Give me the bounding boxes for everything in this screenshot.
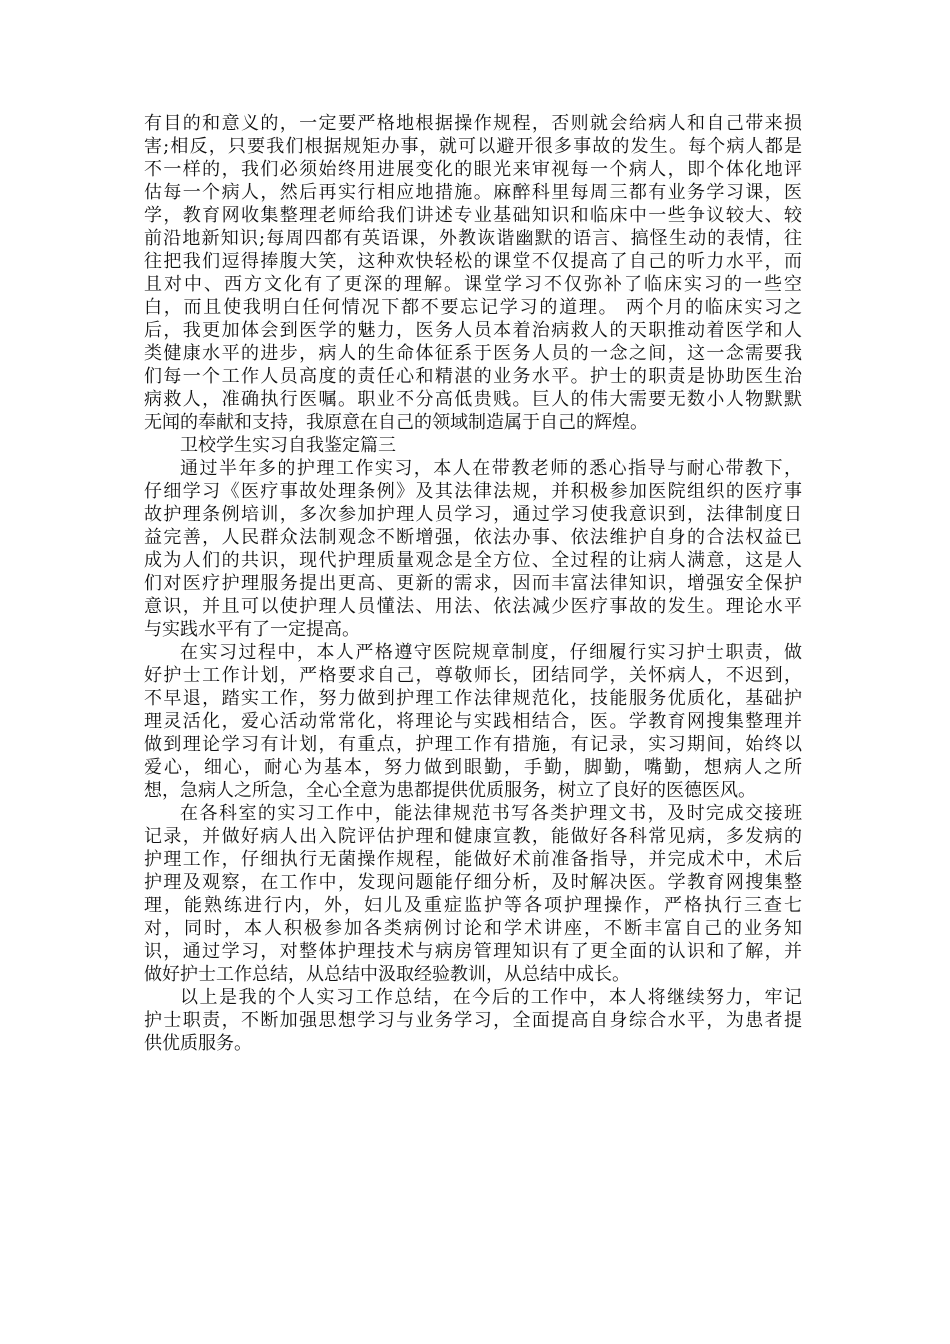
text-line: 想，急病人之所急，全心全意为患都提供优质服务，树立了良好的医德医风。 xyxy=(144,780,756,801)
text-line: 在实习过程中，本人严格遵守医院规章制度，仔细履行实习护士职责，做 xyxy=(180,642,802,663)
text-line: 护理工作，仔细执行无菌操作规程，能做好术前准备指导，并完成术中，术后 xyxy=(144,849,802,870)
text-line: 对，同时，本人积极参加各类病例讨论和学术讲座，不断丰富自己的业务知 xyxy=(144,918,802,939)
text-line: 成为人们的共识，现代护理质量观念是全方位、全过程的让病人满意，这是人 xyxy=(144,550,802,571)
text-line: 做好护士工作总结，从总结中汲取经验教训，从总结中成长。 xyxy=(144,964,630,985)
text-line: 无闻的奉献和支持，我原意在自己的领域制造属于自己的辉煌。 xyxy=(144,412,648,433)
text-line: 护士职责，不断加强思想学习与业务学习，全面提高自身综合水平，为患者提 xyxy=(144,1010,802,1031)
text-line: 前沿地新知识;每周四都有英语课，外教诙谐幽默的语言、搞怪生动的表情，往 xyxy=(144,228,802,249)
text-line: 以上是我的个人实习工作总结，在今后的工作中，本人将继续努力，牢记 xyxy=(180,987,802,1008)
text-line: 供优质服务。 xyxy=(144,1033,252,1054)
text-line: 故护理条例培训，多次参加护理人员学习，通过学习使我意识到，法律制度日 xyxy=(144,504,802,525)
text-line: 护理及观察，在工作中，发现问题能仔细分析，及时解决医。学教育网搜集整 xyxy=(144,872,802,893)
text-line: 识，通过学习，对整体护理技术与病房管理知识有了更全面的认识和了解，并 xyxy=(144,941,802,962)
text-line: 爱心，细心，耐心为基本，努力做到眼勤，手勤，脚勤，嘴勤，想病人之所 xyxy=(144,757,802,778)
text-line: 有目的和意义的，一定要严格地根据操作规程，否则就会给病人和自己带来损 xyxy=(144,113,802,134)
text-line: 通过半年多的护理工作实习，本人在带教老师的悉心指导与耐心带教下， xyxy=(180,458,802,479)
text-line: 估每一个病人，然后再实行相应地措施。麻醉科里每周三都有业务学习课，医 xyxy=(144,182,802,203)
text-line: 理，能熟练进行内，外，妇儿及重症监护等各项护理操作，严格执行三查七 xyxy=(144,895,802,916)
text-line: 害;相反，只要我们根据规矩办事，就可以避开很多事故的发生。每个病人都是 xyxy=(144,136,802,157)
text-line: 好护士工作计划，严格要求自己，尊敬师长，团结同学，关怀病人，不迟到， xyxy=(144,665,802,686)
text-line: 们每一个工作人员高度的责任心和精湛的业务水平。护士的职责是协助医生治 xyxy=(144,366,802,387)
text-line: 在各科室的实习工作中，能法律规范书写各类护理文书，及时完成交接班 xyxy=(180,803,802,824)
text-line: 理灵活化，爱心活动常常化，将理论与实践相结合，医。学教育网搜集整理并 xyxy=(144,711,802,732)
text-line: 且对中、西方文化有了更深的理解。课堂学习不仅弥补了临床实习的一些空 xyxy=(144,274,802,295)
text-line: 仔细学习《医疗事故处理条例》及其法律法规，并积极参加医院组织的医疗事 xyxy=(144,481,802,502)
text-line: 益完善，人民群众法制观念不断增强，依法办事、依法维护自身的合法权益已 xyxy=(144,527,802,548)
text-line: 记录，并做好病人出入院评估护理和健康宣教，能做好各科常见病，多发病的 xyxy=(144,826,802,847)
text-line: 们对医疗护理服务提出更高、更新的需求，因而丰富法律知识，增强安全保护 xyxy=(144,573,802,594)
text-line: 意识，并且可以使护理人员懂法、用法、依法减少医疗事故的发生。理论水平 xyxy=(144,596,802,617)
text-line: 做到理论学习有计划，有重点，护理工作有措施，有记录，实习期间，始终以 xyxy=(144,734,802,755)
text-line: 不早退，踏实工作，努力做到护理工作法律规范化，技能服务优质化，基础护 xyxy=(144,688,802,709)
text-line: 与实践水平有了一定提高。 xyxy=(144,619,360,640)
text-line: 不一样的，我们必须始终用进展变化的眼光来审视每一个病人，即个体化地评 xyxy=(144,159,802,180)
text-line: 类健康水平的进步，病人的生命体征系于医务人员的一念之间，这一念需要我 xyxy=(144,343,802,364)
text-line: 后，我更加体会到医学的魅力，医务人员本着治病救人的天职推动着医学和人 xyxy=(144,320,802,341)
section-heading: 卫校学生实习自我鉴定篇三 xyxy=(180,435,396,456)
text-line: 学，教育网收集整理老师给我们讲述专业基础知识和临床中一些争议较大、较 xyxy=(144,205,802,226)
text-line: 病救人，准确执行医嘱。职业不分高低贵贱。巨人的伟大需要无数小人物默默 xyxy=(144,389,802,410)
text-line: 往把我们逗得捧腹大笑，这种欢快轻松的课堂不仅提高了自己的听力水平，而 xyxy=(144,251,802,272)
text-line: 白，而且使我明白任何情况下都不要忘记学习的道理。 两个月的临床实习之 xyxy=(144,297,802,318)
document-body xyxy=(144,112,802,1055)
